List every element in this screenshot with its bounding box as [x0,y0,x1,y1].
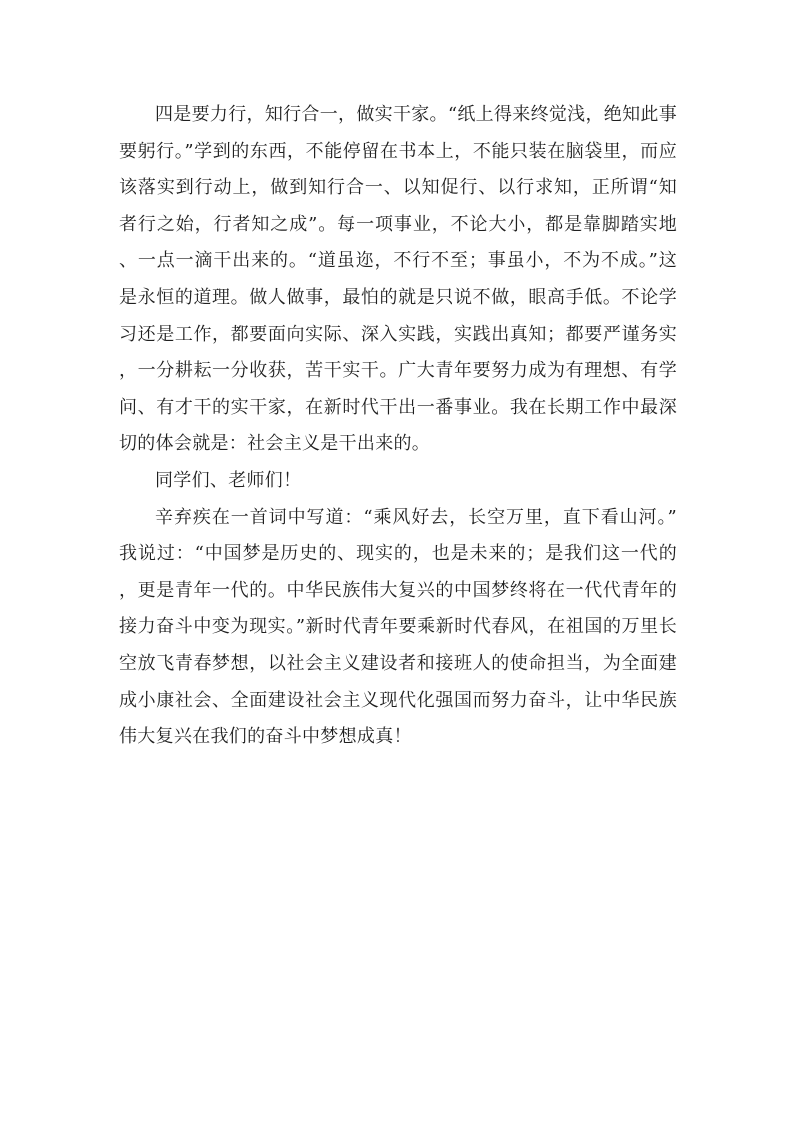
paragraph-china-dream: 辛弃疾在一首词中写道：“乘风好去，长空万里，直下看山河。”我说过：“中国梦是历史的、现实的，也是未来的；是我们这一代的，更是青年一代的。中华民族伟大复兴的中国梦终将在一代代青年的接力奋斗中变为现实。”新时代青年要乘新时代春风，在祖国的万里长空放飞青春梦想，以社会主义建设者和接班人的使命担当，为全面建成小康社会、全面建设社会主义现代化强国而努力奋斗，让中华民族伟大复兴在我们的奋斗中梦想成真！ [119,506,677,748]
document-body [119,97,677,756]
paragraph-practice: 四是要力行，知行合一，做实干家。“纸上得来终觉浅，绝知此事要躬行。”学到的东西，不能停留在书本上，不能只装在脑袋里，而应该落实到行动上，做到知行合一、以知促行、以行求知，正所谓“知者行之始，行者知之成”。每一项事业，不论大小，都是靠脚踏实地、一点一滴干出来的。“道虽迩，不行不至；事虽小，不为不成。”这是永恒的道理。做人做事，最怕的就是只说不做，眼高手低。不论学习还是工作，都要面向实际、深入实践，实践出真知；都要严谨务实，一分耕耘一分收获，苦干实干。广大青年要努力成为有理想、有学问、有才干的实干家，在新时代干出一番事业。我在长期工作中最深切的体会就是：社会主义是干出来的。 [119,104,677,455]
paragraph-salutation: 同学们、老师们！ [155,469,302,491]
